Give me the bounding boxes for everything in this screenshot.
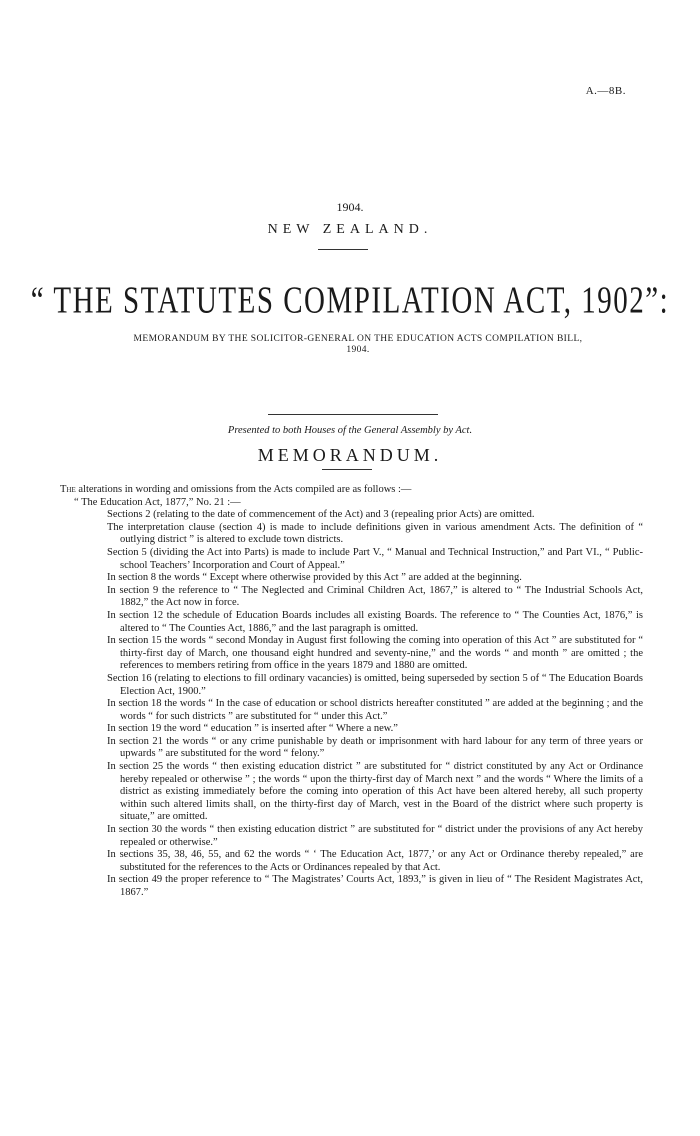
list-item: Section 16 (relating to elections to fill ordinary vacancies) is omitted, being superseded by section 5 of “ The Education Boards Election Act, 1900.” [107,672,643,697]
divider [322,469,372,470]
list-item: Sections 2 (relating to the date of commencement of the Act) and 3 (repealing prior Acts) are omitted. [107,509,535,521]
list-item: In section 49 the proper reference to “ The Magistrates’ Courts Act, 1893,” is given in lieu of “ The Resident Magistrates Act, 1867.” [107,874,643,898]
act-heading: “ The Education Act, 1877,” No. 21 :— [74,496,241,508]
divider [268,414,438,415]
document-year: 1904. [336,200,364,214]
memorandum-subtitle [58,334,658,356]
list-item: In section 21 the words “ or any crime punishable by death or imprisonment with hard labour for any term of three years or upwards ” are substituted for the word “ felony.” [107,735,643,760]
list-item: In section 8 the words “ Except where otherwise provided by this Act ” are added at the beginning. [107,572,522,584]
intro-paragraph [60,484,643,497]
memorandum-body [60,484,643,900]
list-item: In section 12 the schedule of Education Boards includes all existing Boards. The reference to “ The Counties Act, 1876,” is altered to “ The Counties Act, 1886,” and the last paragraph is omitted. [107,609,643,634]
intro-first-word: The [60,484,76,495]
list-item: In section 25 the words “ then existing education district ” are substituted for “ district constituted by any Act or Ordinance hereby repealed or otherwise ” ; the words “ upon the thirty-first day of March next ” and the words “ Where the limits of a district as existing immediately before the coming into operation of this Act have been altered hereby, all such property within such altered limits shall, on the thirty-first day of March, vest in the Board of the district where such property is situate,” are omitted. [107,761,643,823]
act-title: “ THE STATUTES COMPILATION ACT, 1902”: [30,280,670,322]
memorandum-subtitle-line: MEMORANDUM BY THE SOLICITOR-GENERAL ON THE EDUCATION ACTS COMPILATION BILL, [133,334,583,344]
country-heading: NEW ZEALAND. [267,222,433,237]
intro-text: alterations in wording and omissions from the Acts compiled are as follows :— [75,484,412,495]
memorandum-subtitle-year: 1904. [346,345,370,355]
presented-note: Presented to both Houses of the General Assembly by Act. [227,425,473,436]
list-item: In section 15 the words “ second Monday in August first following the coming into operation of this Act ” are substituted for “ thirty-first day of March, one thousand eight hundred and seventy-nine,” and the words “ and month ” are omitted ; the references to members retiring from office in the years 1879 and 1880 are omitted. [107,635,643,672]
list-item: In section 30 the words “ then existing education district ” are substituted for “ district under the provisions of any Act hereby repealed or otherwise.” [107,824,643,848]
list-item: In section 19 the word “ education ” is inserted after “ Where a new.” [107,723,398,735]
divider [318,249,368,250]
list-item: In sections 35, 38, 46, 55, and 62 the words “ ‘ The Education Act, 1877,’ or any Act or Ordinance thereby repealed,” are substituted for the references to the Acts or Ordinances repealed by that Act. [107,849,643,873]
list-item: In section 18 the words “ In the case of education or school districts hereafter constituted ” are added at the beginning ; and the words “ for such districts ” are substituted for “ under this Act.” [107,698,643,722]
list-item: The interpretation clause (section 4) is made to include definitions given in various amendment Acts. The definition of “ outlying district ” is altered to exclude town districts. [107,521,643,546]
list-item: Section 5 (dividing the Act into Parts) is made to include Part V., “ Manual and Technical Instruction,” and Part VI., “ Public-school Teachers’ Incorporation and Court of Appeal.” [107,546,643,571]
list-item: In section 9 the reference to “ The Neglected and Criminal Children Act, 1867,” is altered to “ The Industrial Schools Act, 1882,” the Act now in force. [107,584,643,609]
page-reference: A.—8B. [585,85,626,97]
memorandum-heading: MEMORANDUM. [257,445,443,465]
